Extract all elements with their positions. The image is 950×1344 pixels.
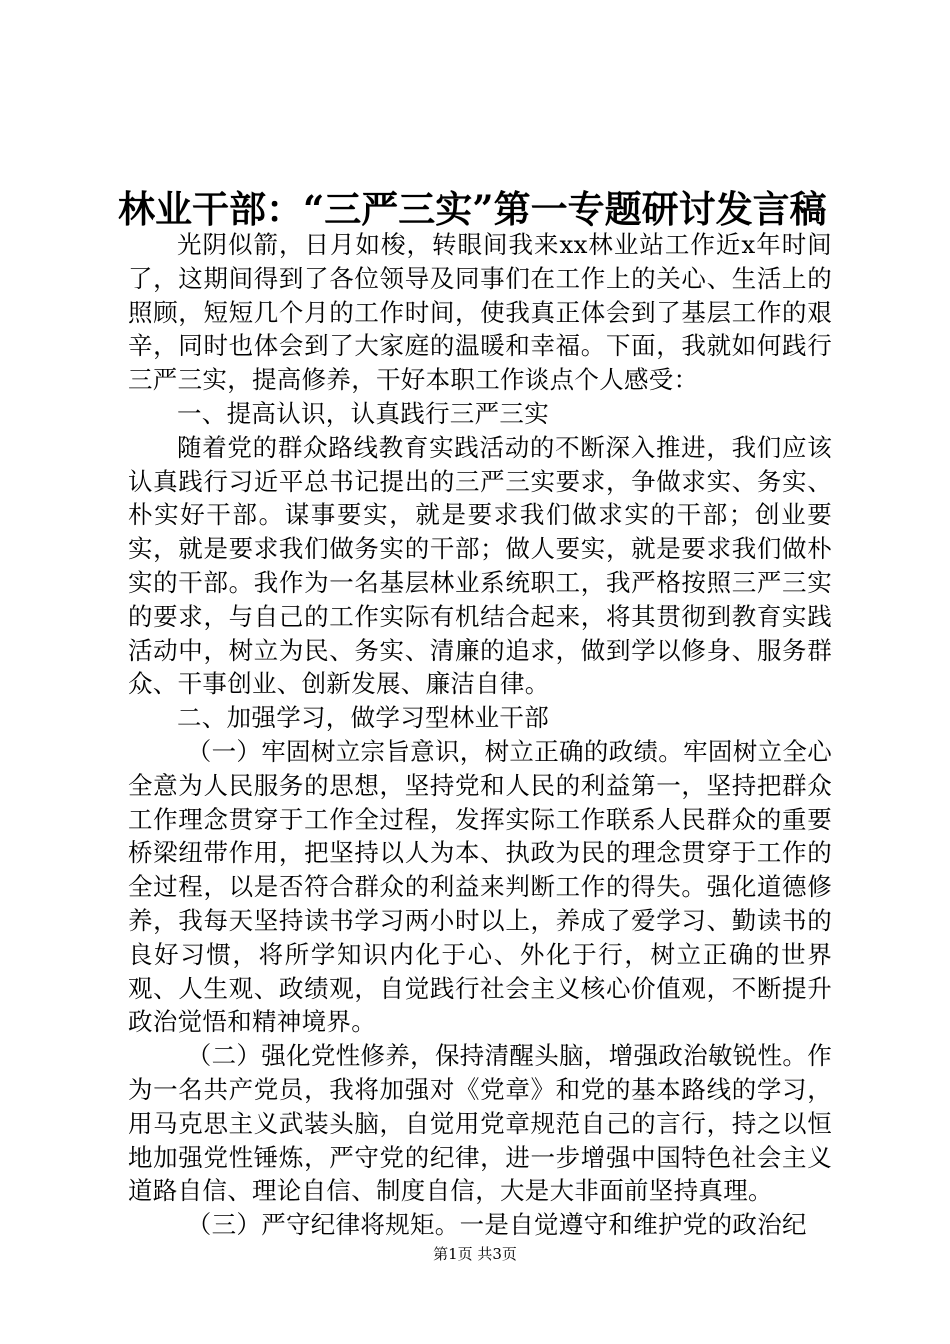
paragraph-subsection-1: （一）牢固树立宗旨意识，树立正确的政绩。牢固树立全心全意为人民服务的思想，坚持党和人民的利益第一，坚持把群众工作理念贯穿于工作全过程，发挥实际工作联系人民群众的重要桥梁纽带作用，把坚持以人为本、执政为民的理念贯穿于工作的全过程，以是否符合群众的利益来判断工作的得失。强化道德修养，我每天坚持读书学习两小时以上，养成了爱学习、勤读书的良好习惯，将所学知识内化于心、外化于行，树立正确的世界观、人生观、政绩观，自觉践行社会主义核心价值观，不断提升政治觉悟和精神境界。 bbox=[128, 736, 832, 1037]
paragraph-subsection-3: （三）严守纪律将规矩。一是自觉遵守和维护党的政治纪 bbox=[186, 1210, 807, 1240]
paragraph-intro: 光阴似箭，日月如梭，转眼间我来xx林业站工作近x年时间了，这期间得到了各位领导及同事们在工作上的关心、生活上的照顾，短短几个月的工作时间，使我真正体会到了基层工作的艰辛，同时也体会到了大家庭的温暖和幸福。下面，我就如何践行三严三实，提高修养，干好本职工作谈点个人感受： bbox=[128, 230, 832, 395]
document-body bbox=[128, 228, 832, 1242]
paragraph-subsection-2: （二）强化党性修养，保持清醒头脑，增强政治敏锐性。作为一名共产党员，我将加强对《党章》和党的基本路线的学习，用马克思主义武装头脑，自觉用党章规范自己的言行，持之以恒地加强党性锤炼，严守党的纪律，进一步增强中国特色社会主义道路自信、理论自信、制度自信，大是大非面前坚持真理。 bbox=[128, 1041, 832, 1206]
document-title: 林业干部：“三严三实”第一专题研讨发言稿 bbox=[118, 187, 827, 231]
paragraph-section-1: 随着党的群众路线教育实践活动的不断深入推进，我们应该认真践行习近平总书记提出的三严三实要求，争做求实、务实、朴实好干部。谋事要实，就是要求我们做求实的干部；创业要实，就是要求我们做务实的干部；做人要实，就是要求我们做朴实的干部。我作为一名基层林业系统职工，我严格按照三严三实的要求，与自己的工作实际有机结合起来，将其贯彻到教育实践活动中，树立为民、务实、清廉的追求，做到学以修身、服务群众、干事创业、创新发展、廉洁自律。 bbox=[128, 432, 832, 699]
section-heading-2: 二、加强学习，做学习型林业干部 bbox=[177, 703, 549, 733]
page-footer: 第1页 共3页 bbox=[433, 1245, 517, 1263]
section-heading-1: 一、提高认识，认真践行三严三实 bbox=[177, 398, 549, 428]
